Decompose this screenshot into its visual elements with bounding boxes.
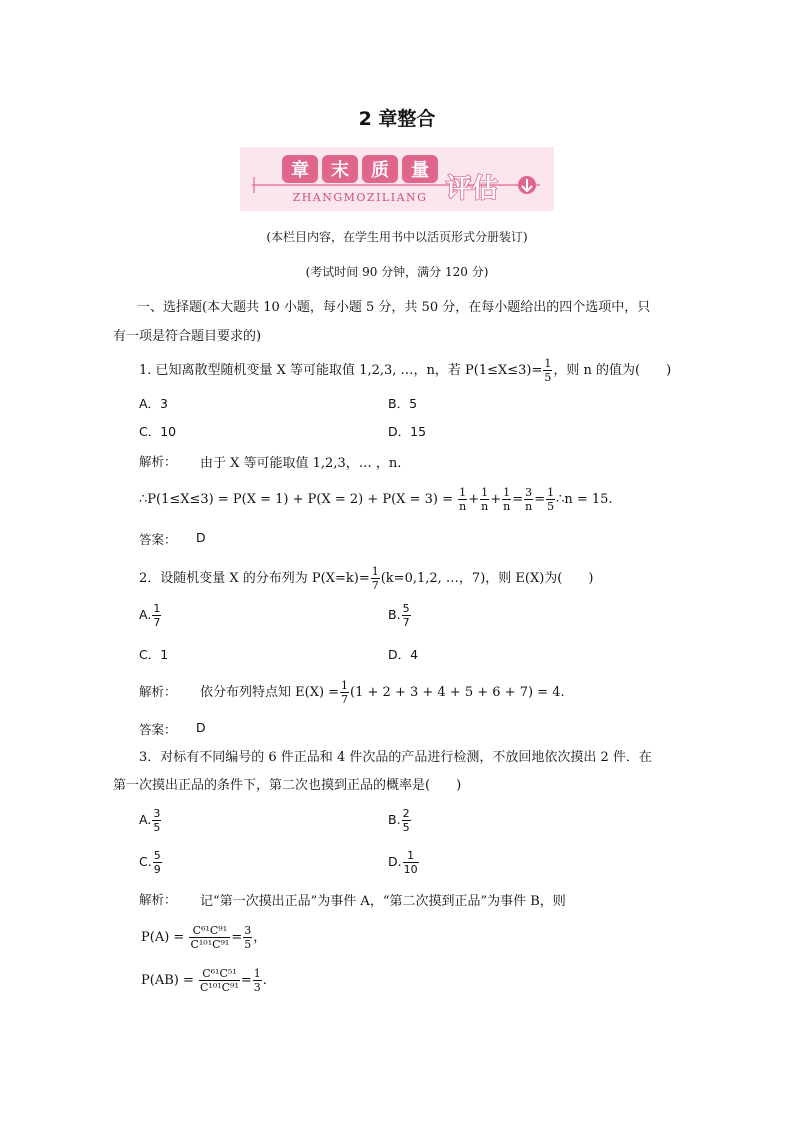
- q1-answer: D: [196, 530, 206, 545]
- q3-option-b: B. $\frac{2}{5}$: [388, 807, 410, 834]
- q2-option-b: B. $\frac{5}{7}$: [388, 602, 410, 629]
- q2-stem-fraction: $\frac{1}{7}$: [371, 565, 379, 592]
- banner-char-4: 量: [411, 160, 429, 181]
- q3-analysis-text: 记“第一次摸出正品”为事件 A，“第二次摸到正品”为事件 B，则: [200, 894, 566, 909]
- q2-option-d: D．4: [388, 647, 419, 662]
- q2-stem: 2．设随机变量 X 的分布列为 P(X=k)= $\frac{1}{7}$ (k=0,1,2, …，7)，则 E(X)为( ): [139, 565, 594, 592]
- note-exam-time: (考试时间 90 分钟，满分 120 分): [305, 265, 489, 279]
- q2-answer-label: 答案：: [139, 722, 177, 737]
- q1-analysis-line1: 由于 X 等可能取值 1,2,3，… ，n.: [200, 456, 402, 471]
- q3-pa-formula: P(A) = $\frac{\text{C⁶¹C⁹¹}}{\text{C¹⁰¹C⁹¹}}$ = $\frac{3}{5}$ ，: [141, 924, 267, 951]
- q2-analysis-label: 解析：: [139, 684, 177, 699]
- q3-option-a: A. $\frac{3}{5}$: [139, 807, 161, 834]
- q1-answer-label: 答案：: [139, 532, 177, 547]
- q3-option-d: D. $\frac{1}{10}$: [388, 849, 418, 876]
- banner-side-text: 评估: [445, 174, 499, 204]
- chapter-banner: [240, 147, 554, 211]
- q2-option-c: C．1: [139, 647, 169, 662]
- q2-analysis: 依分布列特点知 E(X) = $\frac{1}{7}$ (1 + 2 + 3 + 4 + 5 + 6 + 7) = 4.: [200, 679, 565, 706]
- q2-option-a: A. $\frac{1}{7}$: [139, 602, 161, 629]
- q2-answer: D: [196, 720, 206, 735]
- page-title: 2 章整合: [358, 108, 436, 130]
- q1-analysis-label: 解析：: [139, 454, 177, 469]
- q1-stem-fraction: $\frac{1}{5}$: [544, 357, 552, 384]
- q1-option-a: A．3: [139, 396, 169, 411]
- banner-char-1: 章: [291, 160, 309, 181]
- q1-option-d: D．15: [388, 424, 427, 439]
- q1-analysis-line2: ∴P(1≤X≤3) = P(X = 1) + P(X = 2) + P(X = 3) = $\frac{1}{n}$ + $\frac{1}{n}$ + $\frac{1}{n}$ = $\frac{3}{n}$ = $\frac{1}{5}$ ∴n = 15.: [139, 486, 613, 513]
- q3-option-c: C. $\frac{5}{9}$: [139, 849, 161, 876]
- banner-char-2: 末: [331, 160, 349, 181]
- q3-stem-line2: 第一次摸出正品的条件下，第二次也摸到正品的概率是( ): [113, 778, 462, 793]
- q1-stem: 1. 已知离散型随机变量 X 等可能取值 1,2,3, …，n，若 P(1≤X≤3)= $\frac{1}{5}$ ，则 n 的值为( ): [139, 357, 672, 384]
- q1-option-b: B．5: [388, 396, 418, 411]
- section-heading-line1: 一、选择题(本大题共 10 小题，每小题 5 分，共 50 分，在每小题给出的四个选项中，只: [137, 300, 651, 315]
- q3-analysis-label: 解析：: [139, 892, 177, 907]
- q3-pab-formula: P(AB) = $\frac{\text{C⁶¹C⁵¹}}{\text{C¹⁰¹C⁹¹}}$ = $\frac{1}{3}$ .: [141, 967, 267, 994]
- q1-option-c: C．10: [139, 424, 177, 439]
- note-binding: (本栏目内容，在学生用书中以活页形式分册装订): [266, 230, 528, 244]
- q3-stem-line1: 3．对标有不同编号的 6 件正品和 4 件次品的产品进行检测，不放回地依次摸出 2 件．在: [139, 750, 652, 765]
- banner-char-3: 质: [371, 160, 389, 181]
- banner-pinyin: ZHANGMOZILIANG: [292, 191, 428, 204]
- section-heading-line2: 有一项是符合题目要求的): [113, 329, 262, 344]
